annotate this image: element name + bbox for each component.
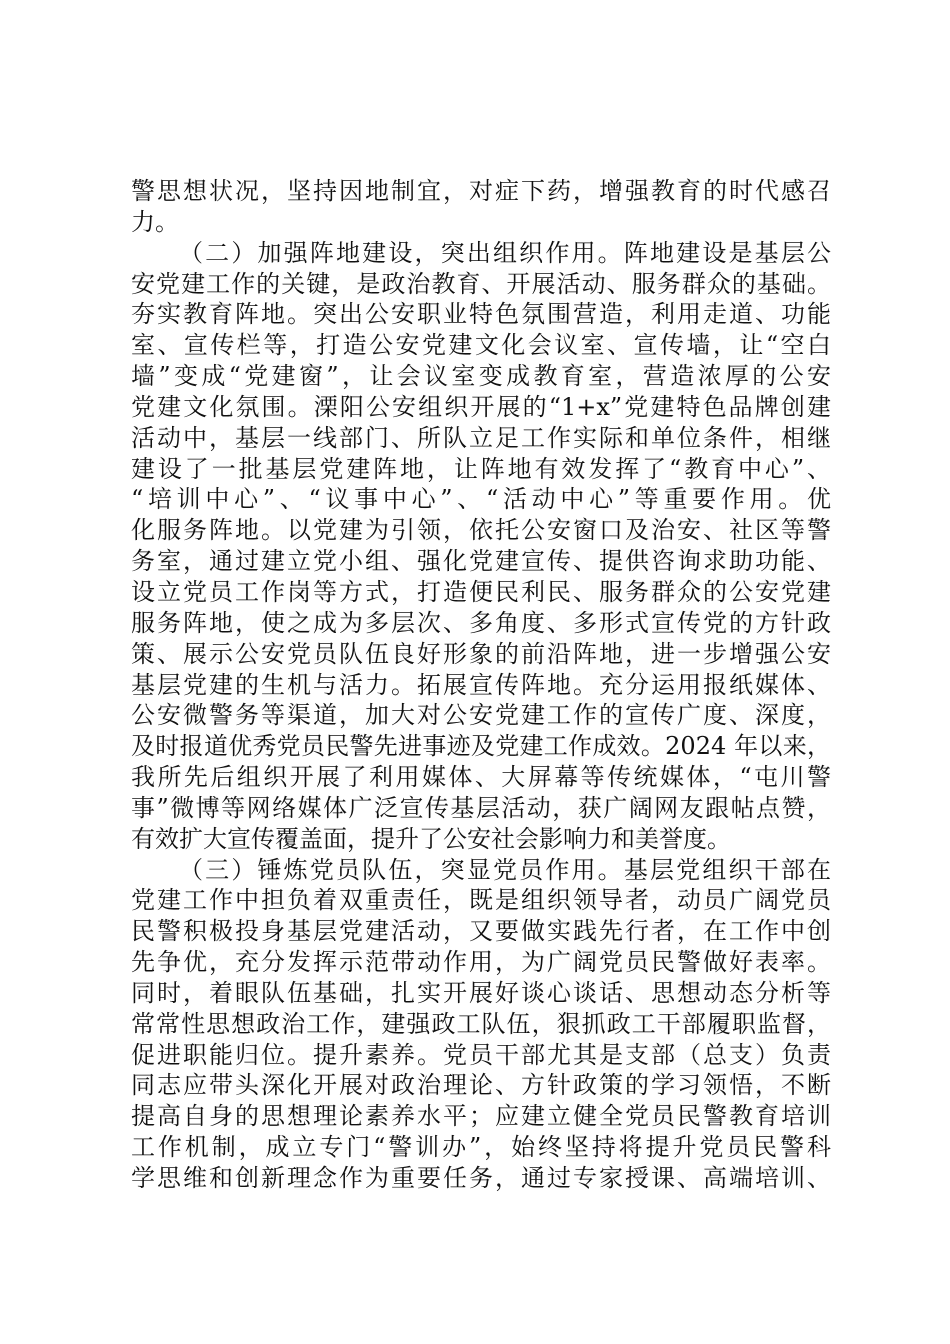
text-line: “培训中心”、“议事中心”、“活动中心”等重要作用。优 bbox=[131, 485, 831, 514]
text-line: 警思想状况，坚持因地制宜，对症下药，增强教育的时代感召 bbox=[131, 177, 831, 205]
text-line: （三）锤炼党员队伍，突显党员作用。基层党组织干部在 bbox=[179, 855, 831, 884]
text-line: 策、展示公安党员队伍良好形象的前沿阵地，进一步增强公安 bbox=[131, 639, 831, 668]
text-line: 先争优，充分发挥示范带动作用，为广阔党员民警做好表率。 bbox=[131, 948, 831, 977]
text-line: 工作机制，成立专门“警训办”，始终坚持将提升党员民警科 bbox=[131, 1133, 831, 1162]
text-line: 党建工作中担负着双重责任，既是组织领导者，动员广阔党员 bbox=[131, 886, 831, 915]
text-line: 室、宣传栏等，打造公安党建文化会议室、宣传墙，让“空白 bbox=[131, 331, 831, 360]
text-line: 我所先后组织开展了利用媒体、大屏幕等传统媒体，“屯川警 bbox=[131, 763, 831, 792]
text-line: 夯实教育阵地。突出公安职业特色氛围营造，利用走道、功能 bbox=[131, 300, 831, 329]
text-line: （二）加强阵地建设，突出组织作用。阵地建设是基层公 bbox=[179, 238, 831, 267]
text-line: 事”微博等网络媒体广泛宣传基层活动，获广阔网友跟帖点赞， bbox=[131, 793, 831, 822]
text-line: 公安微警务等渠道，加大对公安党建工作的宣传广度、深度， bbox=[131, 701, 831, 730]
text-line: 活动中，基层一线部门、所队立足工作实际和单位条件，相继 bbox=[131, 423, 831, 452]
text-line: 民警积极投身基层党建活动，又要做实践先行者，在工作中创 bbox=[131, 917, 831, 946]
text-line: 及时报道优秀党员民警先进事迹及党建工作成效。2024 年以来， bbox=[131, 732, 831, 761]
text-line: 服务阵地，使之成为多层次、多角度、多形式宣传党的方针政 bbox=[131, 608, 831, 637]
text-line: 设立党员工作岗等方式，打造便民利民、服务群众的公安党建 bbox=[131, 577, 831, 606]
text-line: 务室，通过建立党小组、强化党建宣传、提供咨询求助功能、 bbox=[131, 547, 831, 576]
text-line: 学思维和创新理念作为重要任务，通过专家授课、高端培训、 bbox=[131, 1164, 831, 1192]
text-line: 化服务阵地。以党建为引领，依托公安窗口及治安、社区等警 bbox=[131, 516, 831, 545]
text-line: 墙”变成“党建窗”，让会议室变成教育室，营造浓厚的公安 bbox=[131, 362, 831, 391]
text-line: 力。 bbox=[131, 207, 179, 236]
text-line: 同志应带头深化开展对政治理论、方针政策的学习领悟，不断 bbox=[131, 1071, 831, 1100]
text-line: 有效扩大宣传覆盖面，提升了公安社会影响力和美誉度。 bbox=[131, 824, 731, 853]
text-line: 党建文化氛围。溧阳公安组织开展的“1+x”党建特色品牌创建 bbox=[131, 392, 831, 421]
document-body-text bbox=[131, 176, 831, 1194]
text-line: 提高自身的思想理论素养水平；应建立健全党员民警教育培训 bbox=[131, 1102, 831, 1131]
text-line: 建设了一批基层党建阵地，让阵地有效发挥了“教育中心”、 bbox=[131, 454, 831, 483]
text-line: 促进职能归位。提升素养。党员干部尤其是支部（总支）负责 bbox=[131, 1040, 831, 1069]
text-line: 同时，着眼队伍基础，扎实开展好谈心谈话、思想动态分析等 bbox=[131, 978, 831, 1007]
text-line: 安党建工作的关键，是政治教育、开展活动、服务群众的基础。 bbox=[131, 269, 831, 298]
text-line: 基层党建的生机与活力。拓展宣传阵地。充分运用报纸媒体、 bbox=[131, 670, 831, 699]
text-line: 常常性思想政治工作，建强政工队伍，狠抓政工干部履职监督， bbox=[131, 1009, 831, 1038]
